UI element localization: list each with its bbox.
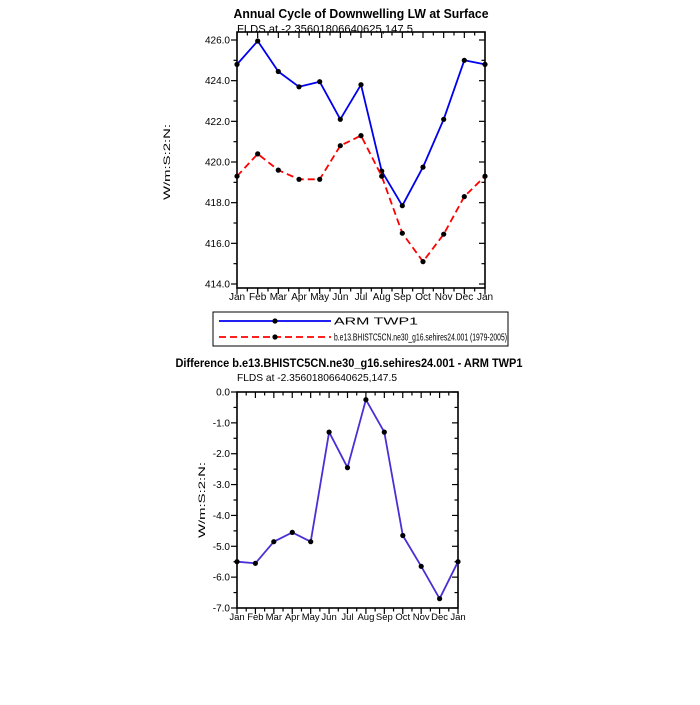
x-tick-label: Mar (269, 292, 287, 303)
x-tick-label: Oct (395, 612, 411, 623)
data-point-marker (379, 174, 384, 179)
data-point-marker (317, 177, 322, 182)
y-tick-label: 0.0 (216, 387, 230, 399)
top-chart-title: Annual Cycle of Downwelling LW at Surface (233, 7, 489, 21)
data-point-marker (358, 133, 363, 138)
plot-frame (237, 392, 458, 608)
x-tick-label: Dec (431, 612, 449, 623)
data-point-marker (419, 564, 424, 569)
bottom-chart-axes (213, 388, 466, 624)
y-tick-label: 422.0 (204, 116, 230, 128)
y-tick-label: 418.0 (204, 198, 230, 210)
data-point-marker (358, 82, 363, 87)
y-tick-label: -2.0 (212, 449, 230, 461)
bottom-chart-series (234, 397, 460, 601)
x-tick-label: Jul (341, 612, 354, 623)
x-tick-label: Jan (450, 612, 466, 623)
data-point-marker (441, 232, 446, 237)
y-tick-label: -6.0 (212, 572, 230, 584)
legend-entry-model-run: b.e13.BHISTC5CN.ne30_g16.sehires24.001 (1979-2005) (334, 332, 507, 344)
y-tick-label: 420.0 (204, 157, 230, 169)
x-tick-label: Nov (434, 292, 453, 303)
x-tick-label: Sep (393, 292, 412, 303)
data-point-marker (234, 62, 239, 67)
bottom-chart-y-axis-label: W/m:S:2:N: (197, 491, 207, 538)
x-tick-label: Jun (321, 612, 337, 623)
y-tick-label: -3.0 (212, 480, 230, 492)
data-point-marker (296, 84, 301, 89)
x-tick-label: May (301, 612, 320, 623)
top-chart-series (234, 38, 487, 264)
data-point-marker (482, 62, 487, 67)
x-tick-label: Apr (291, 292, 307, 303)
data-point-marker (271, 539, 276, 544)
data-point-marker (345, 465, 350, 470)
x-tick-label: Aug (357, 612, 375, 623)
data-point-marker (253, 561, 258, 566)
data-point-marker (462, 194, 467, 199)
x-tick-label: Jul (354, 292, 368, 303)
data-point-marker (437, 596, 442, 601)
y-tick-label: 426.0 (204, 35, 230, 47)
x-tick-label: Jan (228, 292, 246, 303)
top-chart-subtitle: FLDS at -2.35601806640625,147.5 (237, 23, 413, 36)
legend-entry-arm-twp1: ARM TWP1 (334, 316, 419, 328)
data-point-marker (255, 38, 260, 43)
data-point-marker (338, 117, 343, 122)
x-tick-label: Aug (372, 292, 391, 303)
data-point-marker (296, 177, 301, 182)
y-tick-label: -4.0 (212, 510, 230, 522)
x-tick-label: Nov (412, 612, 430, 623)
top-chart-axes (205, 32, 493, 303)
top-chart-legend (213, 312, 508, 346)
data-point-marker (308, 539, 313, 544)
data-point-marker (338, 143, 343, 148)
y-tick-label: -5.0 (212, 541, 230, 553)
data-point-marker (276, 168, 281, 173)
data-point-marker (441, 117, 446, 122)
legend-marker-dot (272, 334, 277, 339)
x-tick-label: Jan (476, 292, 494, 303)
x-tick-label: Jun (332, 292, 349, 303)
series-line-0 (237, 41, 485, 206)
data-point-marker (420, 165, 425, 170)
series-line-0 (237, 400, 458, 599)
data-point-marker (455, 559, 460, 564)
data-point-marker (234, 559, 239, 564)
x-tick-label: Feb (247, 612, 264, 623)
legend-marker-dot (272, 318, 277, 323)
data-point-marker (400, 203, 405, 208)
y-tick-label: -7.0 (212, 603, 230, 615)
y-tick-label: 416.0 (204, 238, 230, 250)
data-point-marker (327, 430, 332, 435)
y-tick-label: 414.0 (204, 279, 230, 291)
data-point-marker (382, 430, 387, 435)
x-tick-label: Oct (415, 292, 431, 303)
data-point-marker (276, 69, 281, 74)
y-tick-label: 424.0 (204, 76, 230, 88)
data-point-marker (420, 259, 425, 264)
data-point-marker (462, 58, 467, 63)
data-point-marker (400, 231, 405, 236)
series-line-1 (237, 136, 485, 262)
y-tick-label: -1.0 (212, 418, 230, 430)
data-point-marker (400, 533, 405, 538)
data-point-marker (234, 174, 239, 179)
x-tick-label: May (310, 292, 330, 303)
plot-frame (237, 32, 485, 288)
data-point-marker (363, 397, 368, 402)
x-tick-label: Sep (375, 612, 393, 623)
x-tick-label: Apr (284, 612, 300, 623)
x-tick-label: Mar (265, 612, 283, 623)
data-point-marker (255, 151, 260, 156)
data-point-marker (290, 530, 295, 535)
x-tick-label: Dec (455, 292, 474, 303)
x-tick-label: Jan (229, 612, 245, 623)
bottom-chart-title: Difference b.e13.BHISTC5CN.ne30_g16.sehires24.001 - ARM TWP1 (175, 358, 524, 370)
bottom-chart-subtitle: FLDS at -2.35601806640625,147.5 (237, 372, 398, 384)
data-point-marker (317, 79, 322, 84)
x-tick-label: Feb (249, 292, 267, 303)
top-chart-y-axis-label: W/m:S:2:N: (162, 153, 172, 200)
data-point-marker (482, 174, 487, 179)
